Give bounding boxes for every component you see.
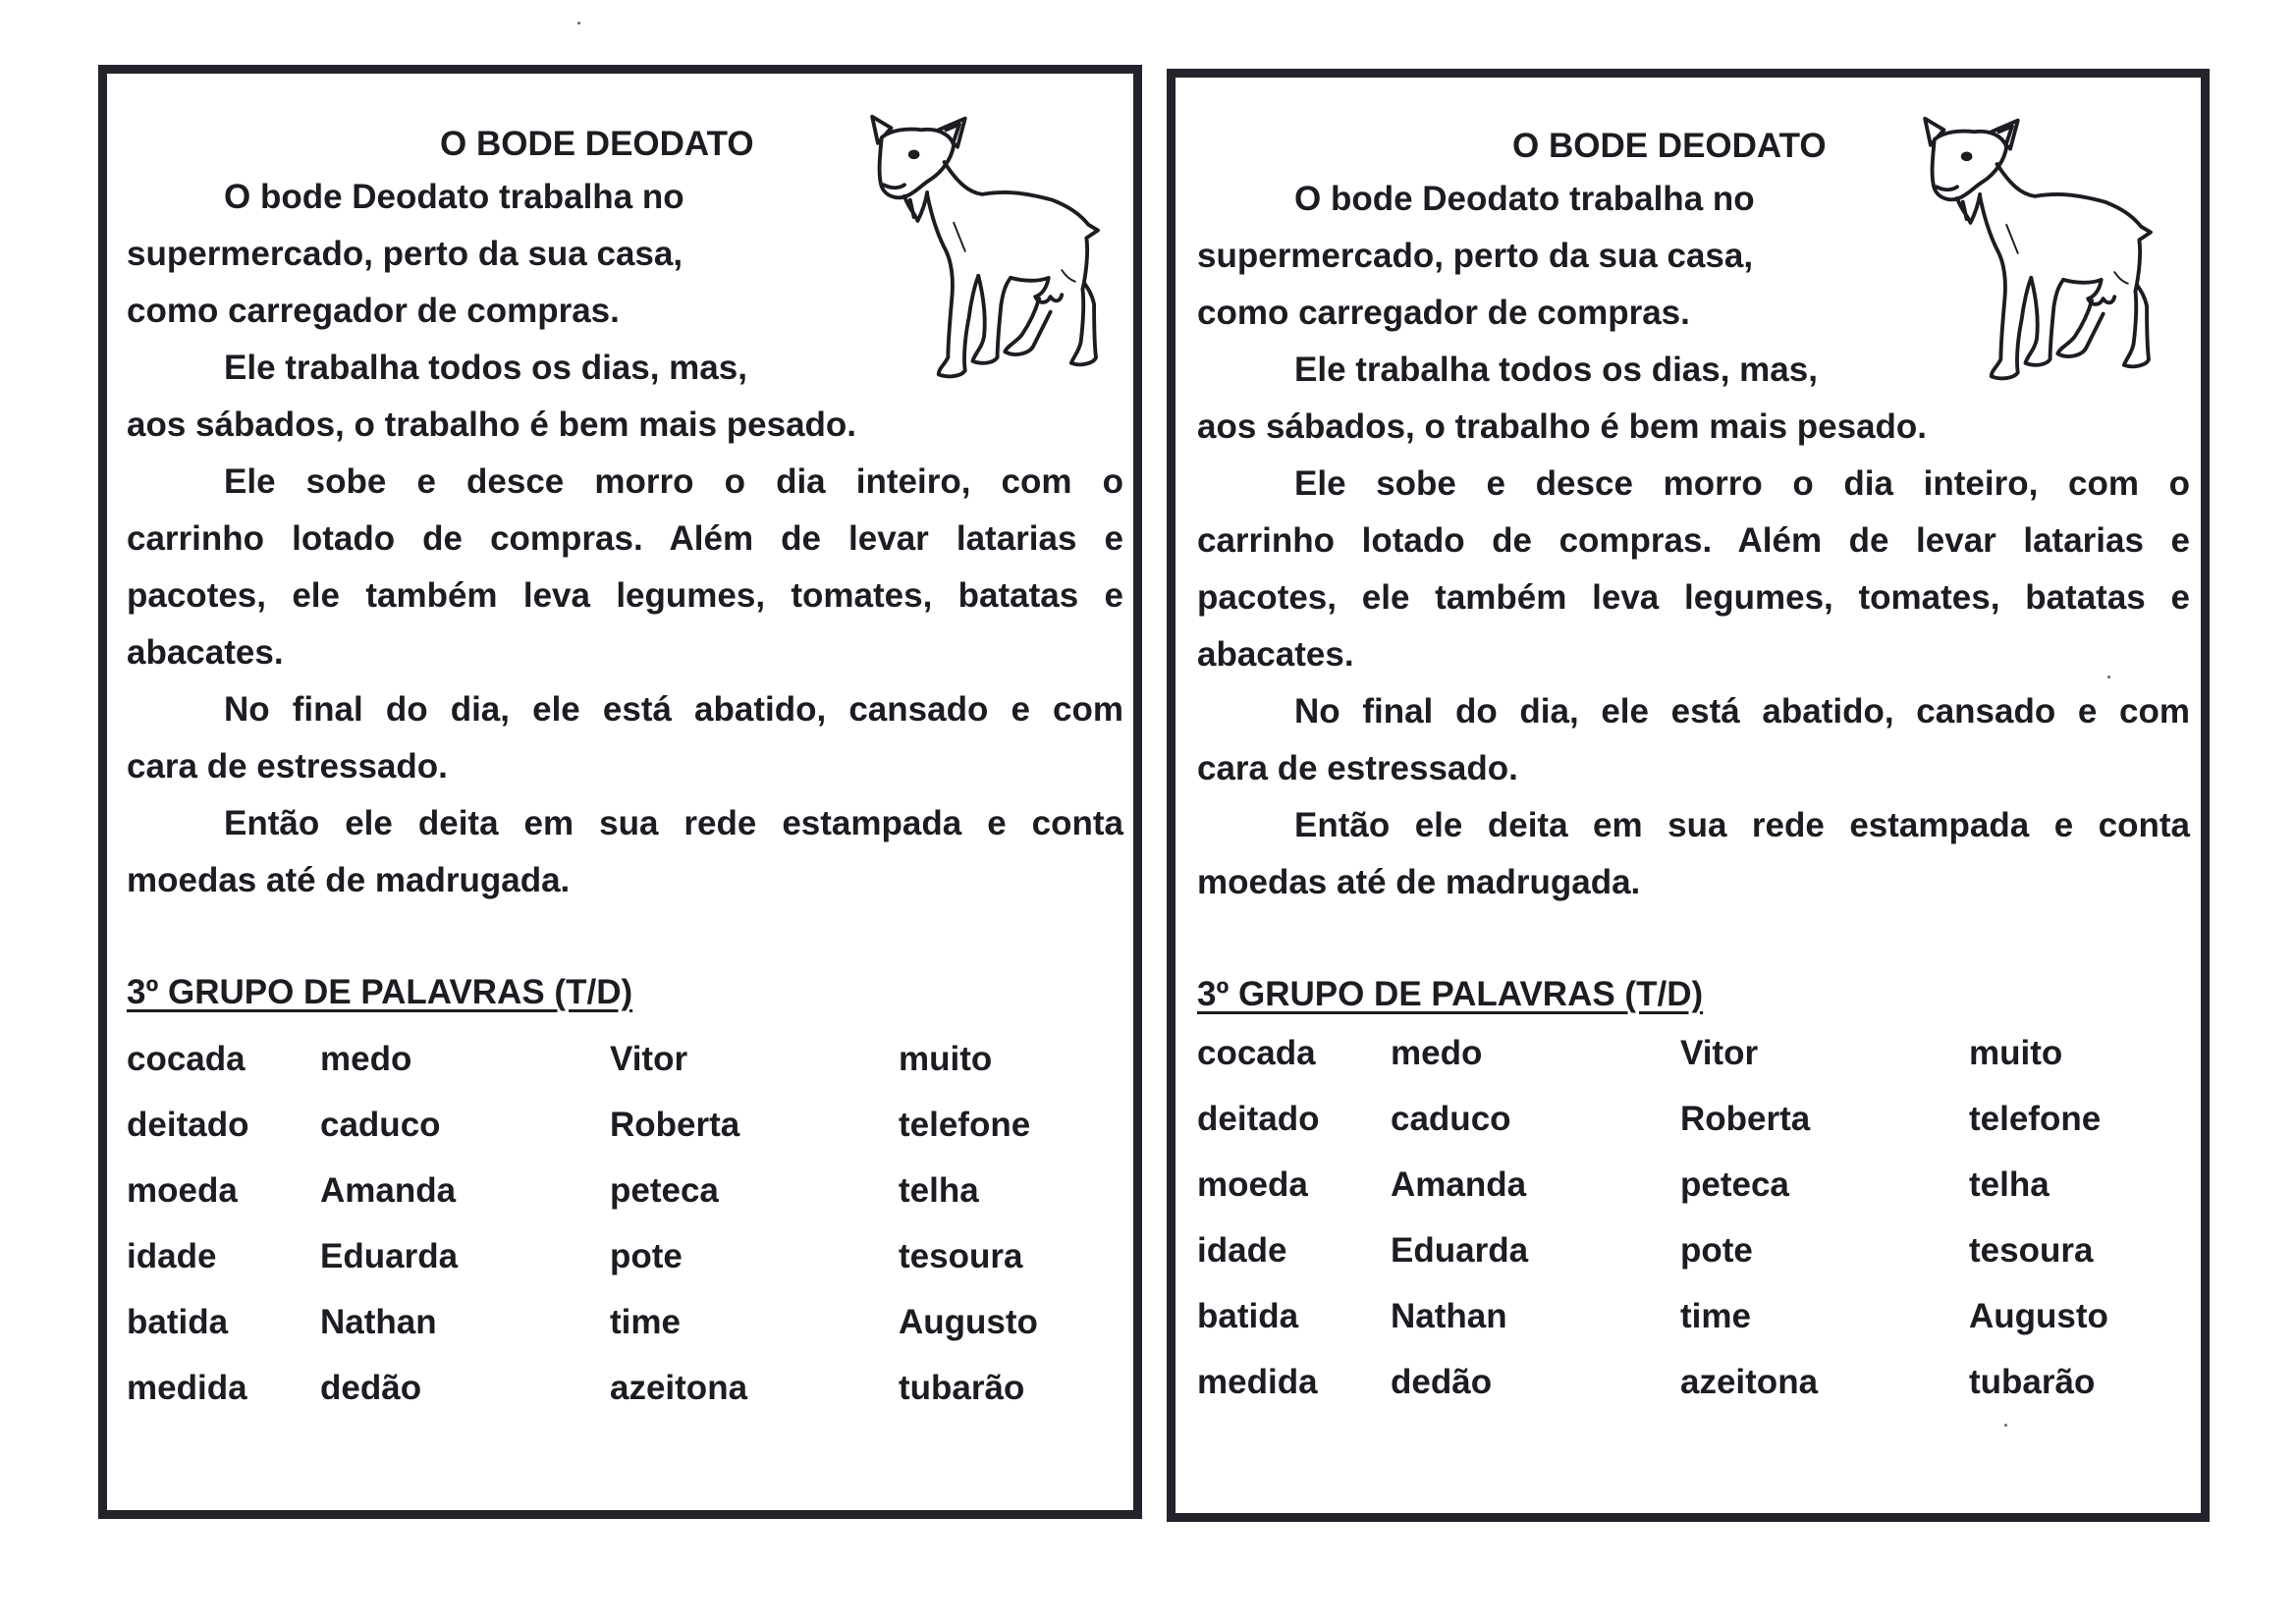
word: time <box>1680 1297 1751 1335</box>
story-title: O BODE DEODATO <box>440 125 754 163</box>
word: time <box>610 1303 681 1341</box>
goat-icon <box>1906 111 2171 386</box>
story-line: como carregador de compras. <box>127 292 620 330</box>
goat-icon <box>853 109 1119 384</box>
story-line: Ele sobe e desce morro o dia inteiro, com o <box>1294 464 2190 503</box>
word: idade <box>1197 1231 1287 1270</box>
story-line: aos sábados, o trabalho é bem mais pesado. <box>1197 407 1928 446</box>
word: medo <box>320 1040 412 1078</box>
word: telha <box>1969 1165 2050 1204</box>
word: idade <box>127 1237 217 1275</box>
story-line: carrinho lotado de compras. Além de levar latarias e <box>1197 521 2190 560</box>
word: cocada <box>127 1040 246 1078</box>
word: Roberta <box>610 1106 740 1144</box>
scan-speck <box>2107 676 2110 678</box>
word: Vitor <box>610 1040 688 1078</box>
story-line: cara de estressado. <box>1197 749 1518 787</box>
story-line: No final do dia, ele está abatido, cansado e com <box>224 690 1123 729</box>
story-line: abacates. <box>1197 635 1354 674</box>
word: azeitona <box>1680 1363 1819 1401</box>
word: tubarão <box>899 1369 1025 1407</box>
story-line: O bode Deodato trabalha no <box>224 178 684 216</box>
word: caduco <box>1391 1100 1511 1138</box>
word: caduco <box>320 1106 441 1144</box>
word: medida <box>1197 1363 1318 1401</box>
word: tesoura <box>899 1237 1023 1275</box>
story-line: O bode Deodato trabalha no <box>1294 180 1755 218</box>
word: medo <box>1391 1034 1483 1072</box>
word: deitado <box>127 1106 249 1144</box>
story-line: Então ele deita em sua rede estampada e conta <box>1294 806 2190 844</box>
word: dedão <box>1391 1363 1493 1401</box>
story-title: O BODE DEODATO <box>1512 127 1827 165</box>
word-group-heading: 3º GRUPO DE PALAVRAS (T/D) <box>127 973 633 1011</box>
story-line: Então ele deita em sua rede estampada e conta <box>224 804 1123 842</box>
word: peteca <box>1680 1165 1789 1204</box>
story-line: supermercado, perto da sua casa, <box>1197 237 1754 275</box>
story-line: abacates. <box>127 633 284 672</box>
word-group-heading: 3º GRUPO DE PALAVRAS (T/D) <box>1197 975 1704 1013</box>
word: deitado <box>1197 1100 1320 1138</box>
story-line: supermercado, perto da sua casa, <box>127 235 683 273</box>
word: Eduarda <box>320 1237 459 1275</box>
story-line: pacotes, ele também leva legumes, tomates, batatas e <box>1197 578 2190 617</box>
word: batida <box>127 1303 229 1341</box>
word: batida <box>1197 1297 1299 1335</box>
word: telha <box>899 1171 979 1210</box>
word: Amanda <box>320 1171 457 1210</box>
word: pote <box>1680 1231 1753 1270</box>
story-line: pacotes, ele também leva legumes, tomates, batatas e <box>127 576 1123 615</box>
word: Nathan <box>1391 1297 1507 1335</box>
word: muito <box>899 1040 993 1078</box>
story-line: como carregador de compras. <box>1197 294 1690 332</box>
scan-speck <box>577 22 580 25</box>
story-line: Ele trabalha todos os dias, mas, <box>224 349 747 387</box>
word: Augusto <box>899 1303 1038 1341</box>
word: pote <box>610 1237 683 1275</box>
story-line: moedas até de madrugada. <box>1197 863 1641 901</box>
word: dedão <box>320 1369 422 1407</box>
story-card-right <box>1167 69 2210 1522</box>
story-line: No final do dia, ele está abatido, cansado e com <box>1294 692 2190 731</box>
story-card-left <box>98 65 1142 1519</box>
story-line: moedas até de madrugada. <box>127 861 571 899</box>
word: Eduarda <box>1391 1231 1529 1270</box>
story-line: Ele trabalha todos os dias, mas, <box>1294 351 1818 389</box>
word: muito <box>1969 1034 2063 1072</box>
word: Roberta <box>1680 1100 1811 1138</box>
word: telefone <box>1969 1100 2102 1138</box>
word: Amanda <box>1391 1165 1527 1204</box>
word: moeda <box>1197 1165 1308 1204</box>
word: cocada <box>1197 1034 1316 1072</box>
word: moeda <box>127 1171 238 1210</box>
word: peteca <box>610 1171 719 1210</box>
story-line: cara de estressado. <box>127 747 448 785</box>
word: azeitona <box>610 1369 748 1407</box>
story-line: Ele sobe e desce morro o dia inteiro, com o <box>224 462 1123 501</box>
story-line: carrinho lotado de compras. Além de levar latarias e <box>127 519 1123 558</box>
word: tesoura <box>1969 1231 2094 1270</box>
word: Vitor <box>1680 1034 1759 1072</box>
word: tubarão <box>1969 1363 2096 1401</box>
word: medida <box>127 1369 247 1407</box>
scan-speck <box>2004 1424 2007 1427</box>
word: telefone <box>899 1106 1031 1144</box>
word: Augusto <box>1969 1297 2108 1335</box>
word: Nathan <box>320 1303 437 1341</box>
story-line: aos sábados, o trabalho é bem mais pesado. <box>127 406 857 444</box>
